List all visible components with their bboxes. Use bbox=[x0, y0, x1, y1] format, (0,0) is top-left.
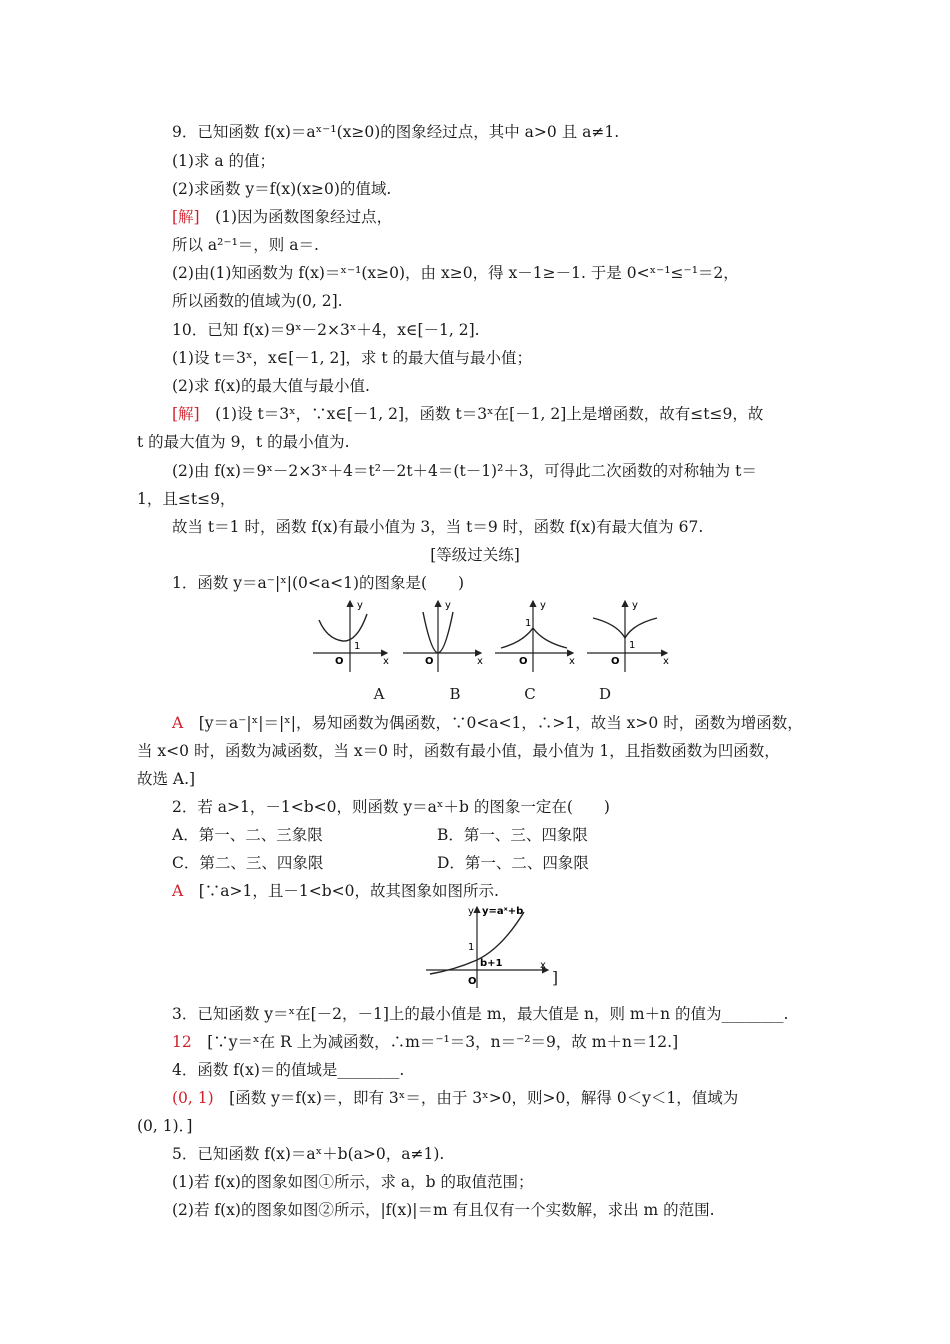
p1-answer-2: 当 x<0 时，函数为减函数，当 x＝0 时，函数有最小值，最小值为 1，且指数函数为凹函数， bbox=[137, 742, 780, 760]
graph-b-x-label: x bbox=[477, 656, 483, 667]
p4-answer-2: (0, 1)．] bbox=[137, 1117, 193, 1135]
graph-c-x-label: x bbox=[569, 656, 575, 667]
graph-b-y-label: y bbox=[445, 600, 451, 611]
p3-stem: 3．已知函数 y＝ˣ在[－2，－1]上的最小值是 m，最大值是 n，则 m＋n 的值为________. bbox=[172, 1005, 789, 1023]
p2-option-b: B．第一、三、四象限 bbox=[437, 826, 588, 844]
q2-curve-label: y=aˣ+b bbox=[482, 906, 524, 917]
p5-stem: 5．已知函数 f(x)＝aˣ＋b(a>0，a≠1). bbox=[172, 1145, 445, 1163]
q2-x-label: x bbox=[540, 960, 546, 971]
q9-solution-a: 所以 a²⁻¹＝，则 a＝. bbox=[172, 236, 319, 254]
graph-d bbox=[587, 600, 669, 672]
graph-a-y-label: y bbox=[357, 600, 363, 611]
q10-solution-2b: 1，且≤t≤9， bbox=[137, 490, 236, 508]
graph-c-y-label: y bbox=[540, 600, 546, 611]
graph-b bbox=[403, 600, 483, 672]
p2-option-a: A．第一、二、三象限 bbox=[172, 826, 323, 844]
graph-d-x-label: x bbox=[663, 656, 669, 667]
q9-solution-range: (2)由(1)知函数为 f(x)＝ˣ⁻¹(x≥0)，由 x≥0，得 x－1≥－1. 于是 0<ˣ⁻¹≤⁻¹＝2， bbox=[172, 264, 739, 282]
q10-stem: 10．已知 f(x)＝9ˣ－2×3ˣ＋4，x∈[－1, 2]. bbox=[172, 321, 480, 339]
q10-solution-result: 故当 t＝1 时，函数 f(x)有最小值为 3，当 t＝9 时，函数 f(x)有最大值为 67. bbox=[172, 518, 704, 536]
q2-origin: O bbox=[468, 976, 477, 987]
graph-d-y-label: y bbox=[632, 600, 638, 611]
q10-solution-line: [解] (1)设 t＝3ˣ，∵x∈[－1, 2]，函数 t＝3ˣ在[－1, 2]上是增函数，故有≤t≤9，故 bbox=[172, 405, 764, 423]
q2-one: 1 bbox=[468, 942, 475, 953]
answer-tag: 12 bbox=[172, 1033, 192, 1051]
q9-stem: 9．已知函数 f(x)＝aˣ⁻¹(x≥0)的图象经过点，其中 a>0 且 a≠1. bbox=[172, 123, 620, 141]
graph-c-one: 1 bbox=[525, 618, 532, 629]
graph-d-origin: O bbox=[611, 656, 620, 667]
p1-answer-3: 故选 A.] bbox=[137, 770, 196, 788]
answer-tag: A bbox=[172, 882, 184, 900]
q10-solution-2: (2)由 f(x)＝9ˣ－2×3ˣ＋4＝t²－2t＋4＝(t－1)²＋3，可得此二次函数的对称轴为 t＝ bbox=[172, 462, 757, 480]
p2-answer-line: A [∵a>1，且－1<b<0，故其图象如图所示. bbox=[172, 882, 499, 900]
q2-graph bbox=[424, 904, 559, 994]
graph-a-one: 1 bbox=[354, 641, 361, 652]
choice-label-d: D bbox=[598, 685, 612, 703]
p1-answer-line: A [y＝a⁻|ˣ|＝|ˣ|，易知函数为偶函数，∵0<a<1，∴>1，故当 x>0 时，函数为增函数， bbox=[172, 714, 803, 732]
q9-part2: (2)求函数 y＝f(x)(x≥0)的值域. bbox=[172, 180, 392, 198]
p2-stem: 2．若 a>1，－1<b<0，则函数 y＝aˣ＋b 的图象一定在( ) bbox=[172, 798, 610, 816]
q2-y-label: y bbox=[468, 906, 474, 917]
p2-answer-close: ] bbox=[552, 969, 559, 987]
p5-part2: (2)若 f(x)的图象如图②所示，|f(x)|＝m 有且仅有一个实数解，求出 m 的范围. bbox=[172, 1201, 715, 1219]
answer-tag: (0, 1) bbox=[172, 1089, 214, 1107]
section-heading: [等级过关练] bbox=[430, 546, 520, 564]
q10-part2: (2)求 f(x)的最大值与最小值. bbox=[172, 377, 370, 395]
choice-label-b: B bbox=[449, 685, 461, 703]
q9-solution-result: 所以函数的值域为(0, 2]. bbox=[172, 292, 343, 310]
graph-c-origin: O bbox=[519, 656, 528, 667]
q9-solution-line: [解] (1)因为函数图象经过点， bbox=[172, 208, 393, 226]
graph-a-x-label: x bbox=[383, 656, 389, 667]
graph-b-origin: O bbox=[425, 656, 434, 667]
graph-c bbox=[495, 600, 575, 672]
p5-part1: (1)若 f(x)的图象如图①所示，求 a，b 的取值范围； bbox=[172, 1173, 534, 1191]
choice-label-a: A bbox=[373, 685, 385, 703]
p1-stem: 1．函数 y＝a⁻|ˣ|(0<a<1)的图象是( ) bbox=[172, 574, 465, 592]
choice-label-c: C bbox=[524, 685, 536, 703]
p4-answer-line: (0, 1) [函数 y＝f(x)＝，即有 3ˣ＝，由于 3ˣ>0，则>0，解得 0＜y＜1，值域为 bbox=[172, 1089, 739, 1107]
answer-tag: A bbox=[172, 714, 184, 732]
p2-option-c: C．第二、三、四象限 bbox=[172, 854, 324, 872]
graph-d-one: 1 bbox=[629, 640, 636, 651]
q10-part1: (1)设 t＝3ˣ，x∈[－1, 2]，求 t 的最大值与最小值； bbox=[172, 349, 533, 367]
graph-a-origin: O bbox=[335, 656, 344, 667]
p2-option-d: D．第一、二、四象限 bbox=[437, 854, 589, 872]
q2-intercept: b+1 bbox=[480, 958, 503, 969]
solution-tag: [解] bbox=[172, 208, 200, 226]
p3-answer-line: 12 [∵y＝ˣ在 R 上为减函数，∴m＝⁻¹＝3，n＝⁻²＝9，故 m＋n＝12.] bbox=[172, 1033, 679, 1051]
q10-solution-t: t 的最大值为 9，t 的最小值为. bbox=[137, 433, 350, 451]
q9-part1: (1)求 a 的值； bbox=[172, 152, 276, 170]
p4-stem: 4．函数 f(x)＝的值域是________. bbox=[172, 1061, 405, 1079]
choice-graphs bbox=[305, 596, 685, 676]
graph-a bbox=[313, 600, 389, 672]
solution-tag: [解] bbox=[172, 405, 200, 423]
